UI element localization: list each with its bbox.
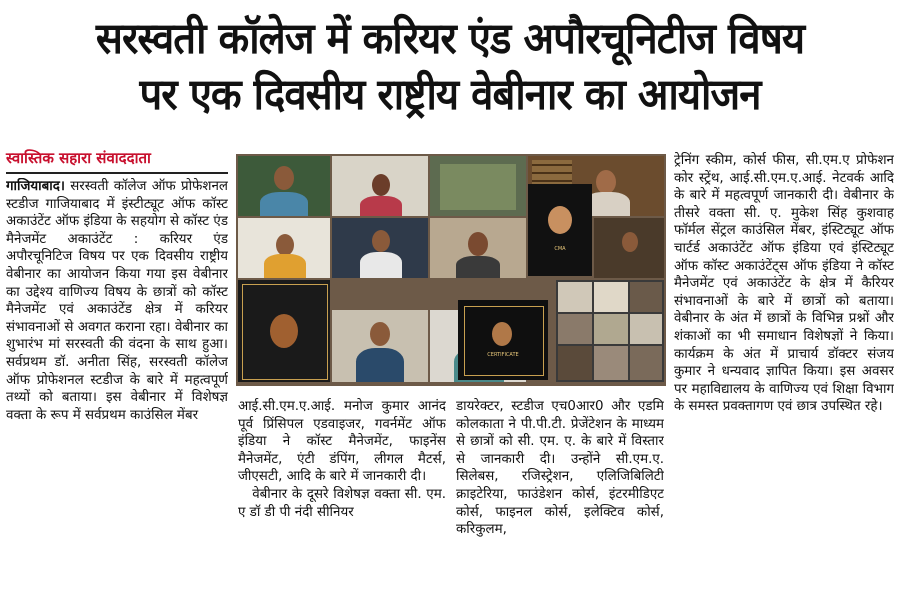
video-tile-6 (332, 218, 428, 278)
certificate-tile (238, 280, 330, 382)
column-2-para-2: वेबीनार के दूसरे विशेषज्ञ वक्ता सी. एम. ए डॉ डी पी नंदी सीनियर (238, 486, 446, 520)
speaker-card-1: CMA (528, 184, 592, 276)
video-grid-small (556, 280, 664, 382)
headline-line-2: पर एक दिवसीय राष्ट्रीय वेबीनार का आयोजन (139, 70, 761, 120)
byline: स्वास्तिक सहारा संवाददाता (6, 149, 151, 167)
column-1-text: सरस्वती कॉलेज ऑफ प्रोफेशनल स्टडीज गाजियाबाद में इंस्टीट्यूट ऑफ कॉस्ट अकाउंटेंट ऑफ इंडिया के सहयोग से कॉस्ट एंड मैनेजमेंट अकाउंटेंट : करियर एंड अपौरचूनिटिज विषय पर एक दिवसीय राष्ट्रीय वेबीनार का आयोजन किया गया इस वेबीनार का उद्देश्य वाणिज्य विषय के छात्रों को कॉस्ट मैनेजमेंट एवं अकाउंटेंड क्षेत्र में करियर संभावनाओं से अवगत कराना रहा। वेबीनार का शुभारंभ मां सरस्वती की वंदना के साथ हुआ। सर्वप्रथम डॉ. अनीता सिंह, सरस्वती कॉलेज ऑफ प्रोफेशनल स्टडीज के बारे में महत्वपूर्ण तथ्यों को बताया। इस वेबीनार में विशेषज्ञ वक्ता के रूप में सर्वप्रथम काउंसिल मेंबर (6, 179, 228, 423)
article-column-1 (6, 178, 228, 588)
column-2-text: आई.सी.एम.ए.आई. मनोज कुमार आनंद पूर्व प्रिंसिपल एडवाइजर, गवर्नमेंट ऑफ इंडिया ने कॉस्ट मैनेजमेंट, फाइनेंस मैनेजमेंट, एंटी डंपिंग, लीगल मैटर्स, जीएसटी, आदि के बारे में जानकारी दी। (238, 399, 446, 485)
video-tile-3 (430, 156, 526, 216)
headline-line-1: सरस्वती कॉलेज में करियर एंड अपौरचूनिटीज विषय (95, 14, 805, 64)
video-tile-8 (594, 218, 664, 278)
column-3-text: डायरेक्टर, स्टडीज एच0आर0 और एडमि कोलकाता ने पी.पी.टी. प्रेजेंटेशन के माध्यम से छात्रों को सी. एम. ए. के बारे में विस्तार से जानकारी दी। उन्होंने सी.एम.ए. सिलेबस, रजिस्ट्रेशन, एलिजिबिलिटी क्राइटेरिया, फाउंडेशन कोर्स, इंटरमीडिएट कोर्स, फाइनल कोर्स, इलेक्टिव कोर्स, करिकुलम, (456, 399, 664, 538)
article-column-2 (238, 398, 446, 588)
dateline: गाजियाबाद। (6, 179, 65, 194)
article-column-4 (674, 152, 894, 588)
article-column-3 (456, 398, 664, 588)
video-tile-7 (430, 218, 526, 278)
video-tile-9 (332, 310, 428, 382)
column-4-text: ट्रेनिंग स्कीम, कोर्स फीस, सी.एम.ए प्रोफेशन कोर स्ट्रेंथ, आई.सी.एम.ए.आई. नेटवर्क आदि के बारे में महत्वपूर्ण जानकारी दी। वेबीनार के तीसरे वक्ता सी. ए. मुकेश सिंह कुशवाह फॉर्मल सेंट्रल काउंसिल मेंबर, इंस्टिट्यूट ऑफ चार्टर्ड अकाउंटेंट ऑफ इंडिया एवं इंस्टिट्यूट ऑफ कॉस्ट अकाउंटेंट्स ऑफ इंडिया ने कॉस्ट मैनेजमेंट एवं अकाउंटेंट के क्षेत्र में कैरियर संभावनाओं के बारे में छात्रों को बताया। वेबीनार के अंत में छात्रों के विभिन्न प्रश्नों और शंकाओं का भी समाधान विशेषज्ञों ने किया। कार्यक्रम के अंत में प्राचार्य डॉक्टर संजय कुमार ने धन्यवाद ज्ञापित किया। इस अवसर पर महाविद्यालय के वाणिज्य एवं शिक्षा विभाग के समस्त प्रवक्तागण एवं छात्र उपस्थित रहे। (674, 153, 894, 415)
video-tile-1 (238, 156, 330, 216)
video-tile-5 (238, 218, 330, 278)
video-tile-2 (332, 156, 428, 216)
byline-rule (6, 172, 228, 174)
webinar-photo (236, 154, 666, 386)
certificate-card: CERTIFICATE (458, 300, 548, 380)
